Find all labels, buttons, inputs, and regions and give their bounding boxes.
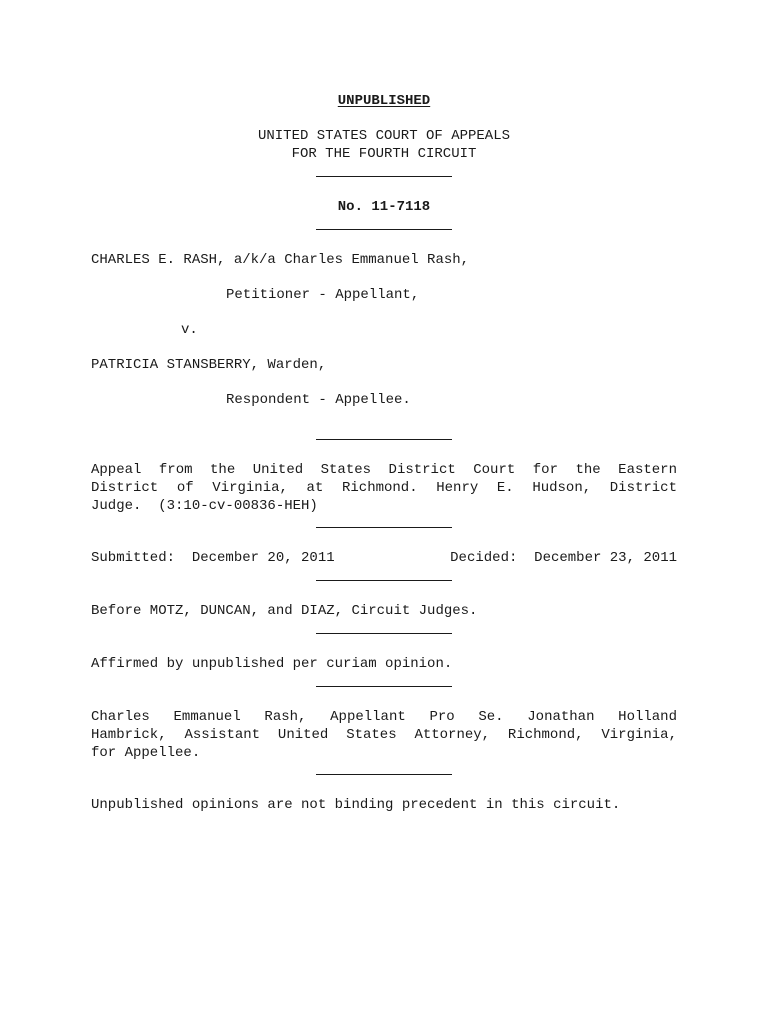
counsel-line2: Hambrick, Assistant United States Attorney, Richmond, Virginia, bbox=[91, 727, 677, 743]
disposition: Affirmed by unpublished per curiam opinion. bbox=[91, 656, 453, 672]
petitioner-name: CHARLES E. RASH, a/k/a Charles Emmanuel Rash, bbox=[91, 252, 470, 268]
appeal-line1: Appeal from the United States District Court for the Eastern bbox=[91, 462, 677, 478]
divider-rule bbox=[316, 527, 452, 528]
divider-rule bbox=[316, 229, 452, 230]
divider-rule bbox=[316, 176, 452, 177]
divider-rule bbox=[316, 580, 452, 581]
counsel-line3: for Appellee. bbox=[91, 745, 201, 761]
petitioner-role: Petitioner - Appellant, bbox=[226, 287, 420, 303]
court-name-line1: UNITED STATES COURT OF APPEALS bbox=[257, 128, 511, 144]
versus-label: v. bbox=[181, 322, 198, 338]
counsel-line1: Charles Emmanuel Rash, Appellant Pro Se. Jonathan Holland bbox=[91, 709, 677, 725]
appeal-line3: Judge. (3:10-cv-00836-HEH) bbox=[91, 498, 318, 514]
dates-row bbox=[91, 549, 677, 567]
divider-rule bbox=[316, 439, 452, 440]
panel-judges: Before MOTZ, DUNCAN, and DIAZ, Circuit Judges. bbox=[91, 603, 478, 619]
divider-rule bbox=[316, 633, 452, 634]
divider-rule bbox=[316, 686, 452, 687]
unpublished-label: UNPUBLISHED bbox=[337, 93, 431, 109]
respondent-name: PATRICIA STANSBERRY, Warden, bbox=[91, 357, 327, 373]
case-number: No. 11-7118 bbox=[337, 199, 431, 215]
divider-rule bbox=[316, 774, 452, 775]
precedent-note: Unpublished opinions are not binding precedent in this circuit. bbox=[91, 797, 621, 813]
appeal-line2: District of Virginia, at Richmond. Henry E. Hudson, District bbox=[91, 480, 677, 496]
respondent-role: Respondent - Appellee. bbox=[226, 392, 411, 408]
decided-date: Decided: December 23, 2011 bbox=[450, 550, 677, 566]
submitted-date: Submitted: December 20, 2011 bbox=[91, 550, 335, 566]
court-name-line2: FOR THE FOURTH CIRCUIT bbox=[291, 146, 477, 162]
